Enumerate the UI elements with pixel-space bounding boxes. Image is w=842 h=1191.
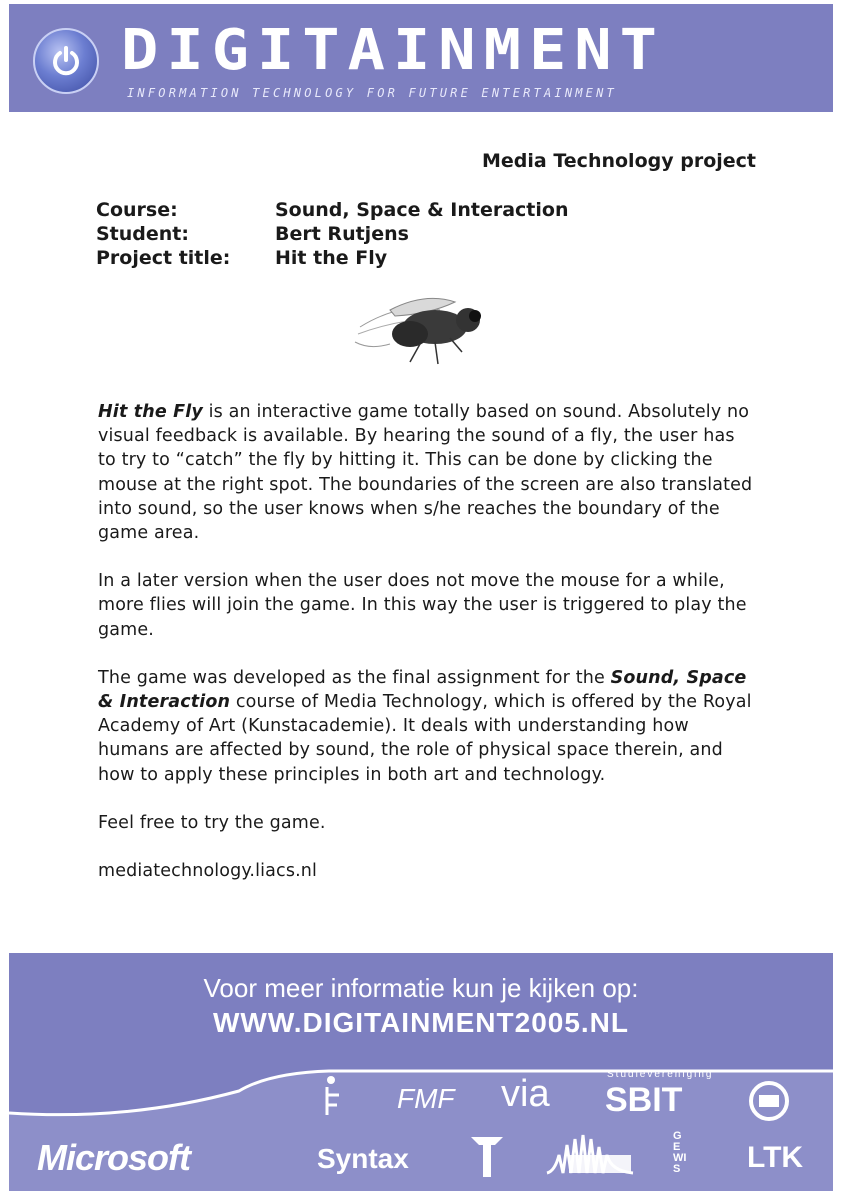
website-link[interactable]: mediatechnology.liacs.nl bbox=[98, 861, 318, 882]
sbit-caption: Studievereniging bbox=[607, 1069, 714, 1080]
student-row bbox=[96, 222, 568, 246]
syntax-logo: Syntax bbox=[317, 1143, 409, 1174]
ltk-logo: LTK bbox=[747, 1141, 804, 1174]
paragraph-try: Feel free to try the game. bbox=[98, 812, 326, 833]
intro-text: is an interactive game totally based on sound. Absolutely no visual feedback is available. By hearing the sound of a fly, the user has to try to “catch” the fly by hitting it. This can be done by clicking the mouse at the right spot. The boundaries of the screen are also translated into sound, so the user knows when s/he reaches the boundary of the game area. bbox=[98, 402, 753, 544]
gewis-logo: GEWIS bbox=[673, 1130, 687, 1175]
paragraph-intro bbox=[98, 400, 758, 545]
footer-website[interactable]: WWW.DIGITAINMENT2005.NL bbox=[212, 1007, 630, 1038]
adelbert-logo bbox=[545, 1125, 635, 1177]
paragraph-assignment bbox=[98, 666, 758, 787]
student-label: Student: bbox=[96, 223, 189, 245]
course-value: Sound, Space & Interaction bbox=[275, 199, 569, 221]
via-logo: via bbox=[501, 1073, 550, 1115]
sponsor-strip bbox=[9, 1051, 833, 1191]
course-row bbox=[96, 198, 568, 222]
description bbox=[98, 400, 758, 907]
power-icon bbox=[33, 28, 99, 94]
footer-banner bbox=[9, 953, 833, 1191]
sbit-logo: SBIT bbox=[605, 1081, 683, 1119]
assignment-text-b: course of Media Technology, which is offered by the Royal Academy of Art (Kunstacademie). It deals with understanding how humans are affected by sound, the role of physical space therein, and how to apply these principles in both art and technology. bbox=[98, 692, 752, 785]
header-banner bbox=[9, 4, 833, 112]
brand-title: DIGITAINMENT bbox=[121, 16, 665, 83]
paragraph-later-version: In a later version when the user does not move the mouse for a while, more flies will join the game. In this way the user is triggered to play the game. bbox=[98, 571, 747, 640]
project-heading: Media Technology project bbox=[482, 150, 756, 172]
course-name: Sound, Space & Interaction bbox=[98, 667, 747, 713]
microsoft-logo: Microsoft bbox=[37, 1137, 190, 1178]
game-name: Hit the Fly bbox=[98, 402, 203, 422]
footer-info-text: Voor meer informatie kun je kijken op: bbox=[203, 973, 639, 1003]
t-logo bbox=[469, 1133, 505, 1179]
title-label: Project title: bbox=[96, 247, 231, 269]
project-info bbox=[96, 198, 568, 270]
student-value: Bert Rutjens bbox=[275, 223, 409, 245]
title-row bbox=[96, 246, 568, 270]
assignment-text-a: The game was developed as the final assignment for the bbox=[98, 667, 611, 688]
brand-tagline: INFORMATION TECHNOLOGY FOR FUTURE ENTERTAINMENT bbox=[127, 86, 617, 100]
globe-icon bbox=[747, 1079, 791, 1123]
fmf-logo: FMF bbox=[397, 1083, 455, 1114]
fly-image bbox=[350, 272, 500, 376]
course-label: Course: bbox=[96, 199, 178, 221]
fi-logo bbox=[319, 1075, 343, 1117]
title-value: Hit the Fly bbox=[275, 247, 388, 269]
